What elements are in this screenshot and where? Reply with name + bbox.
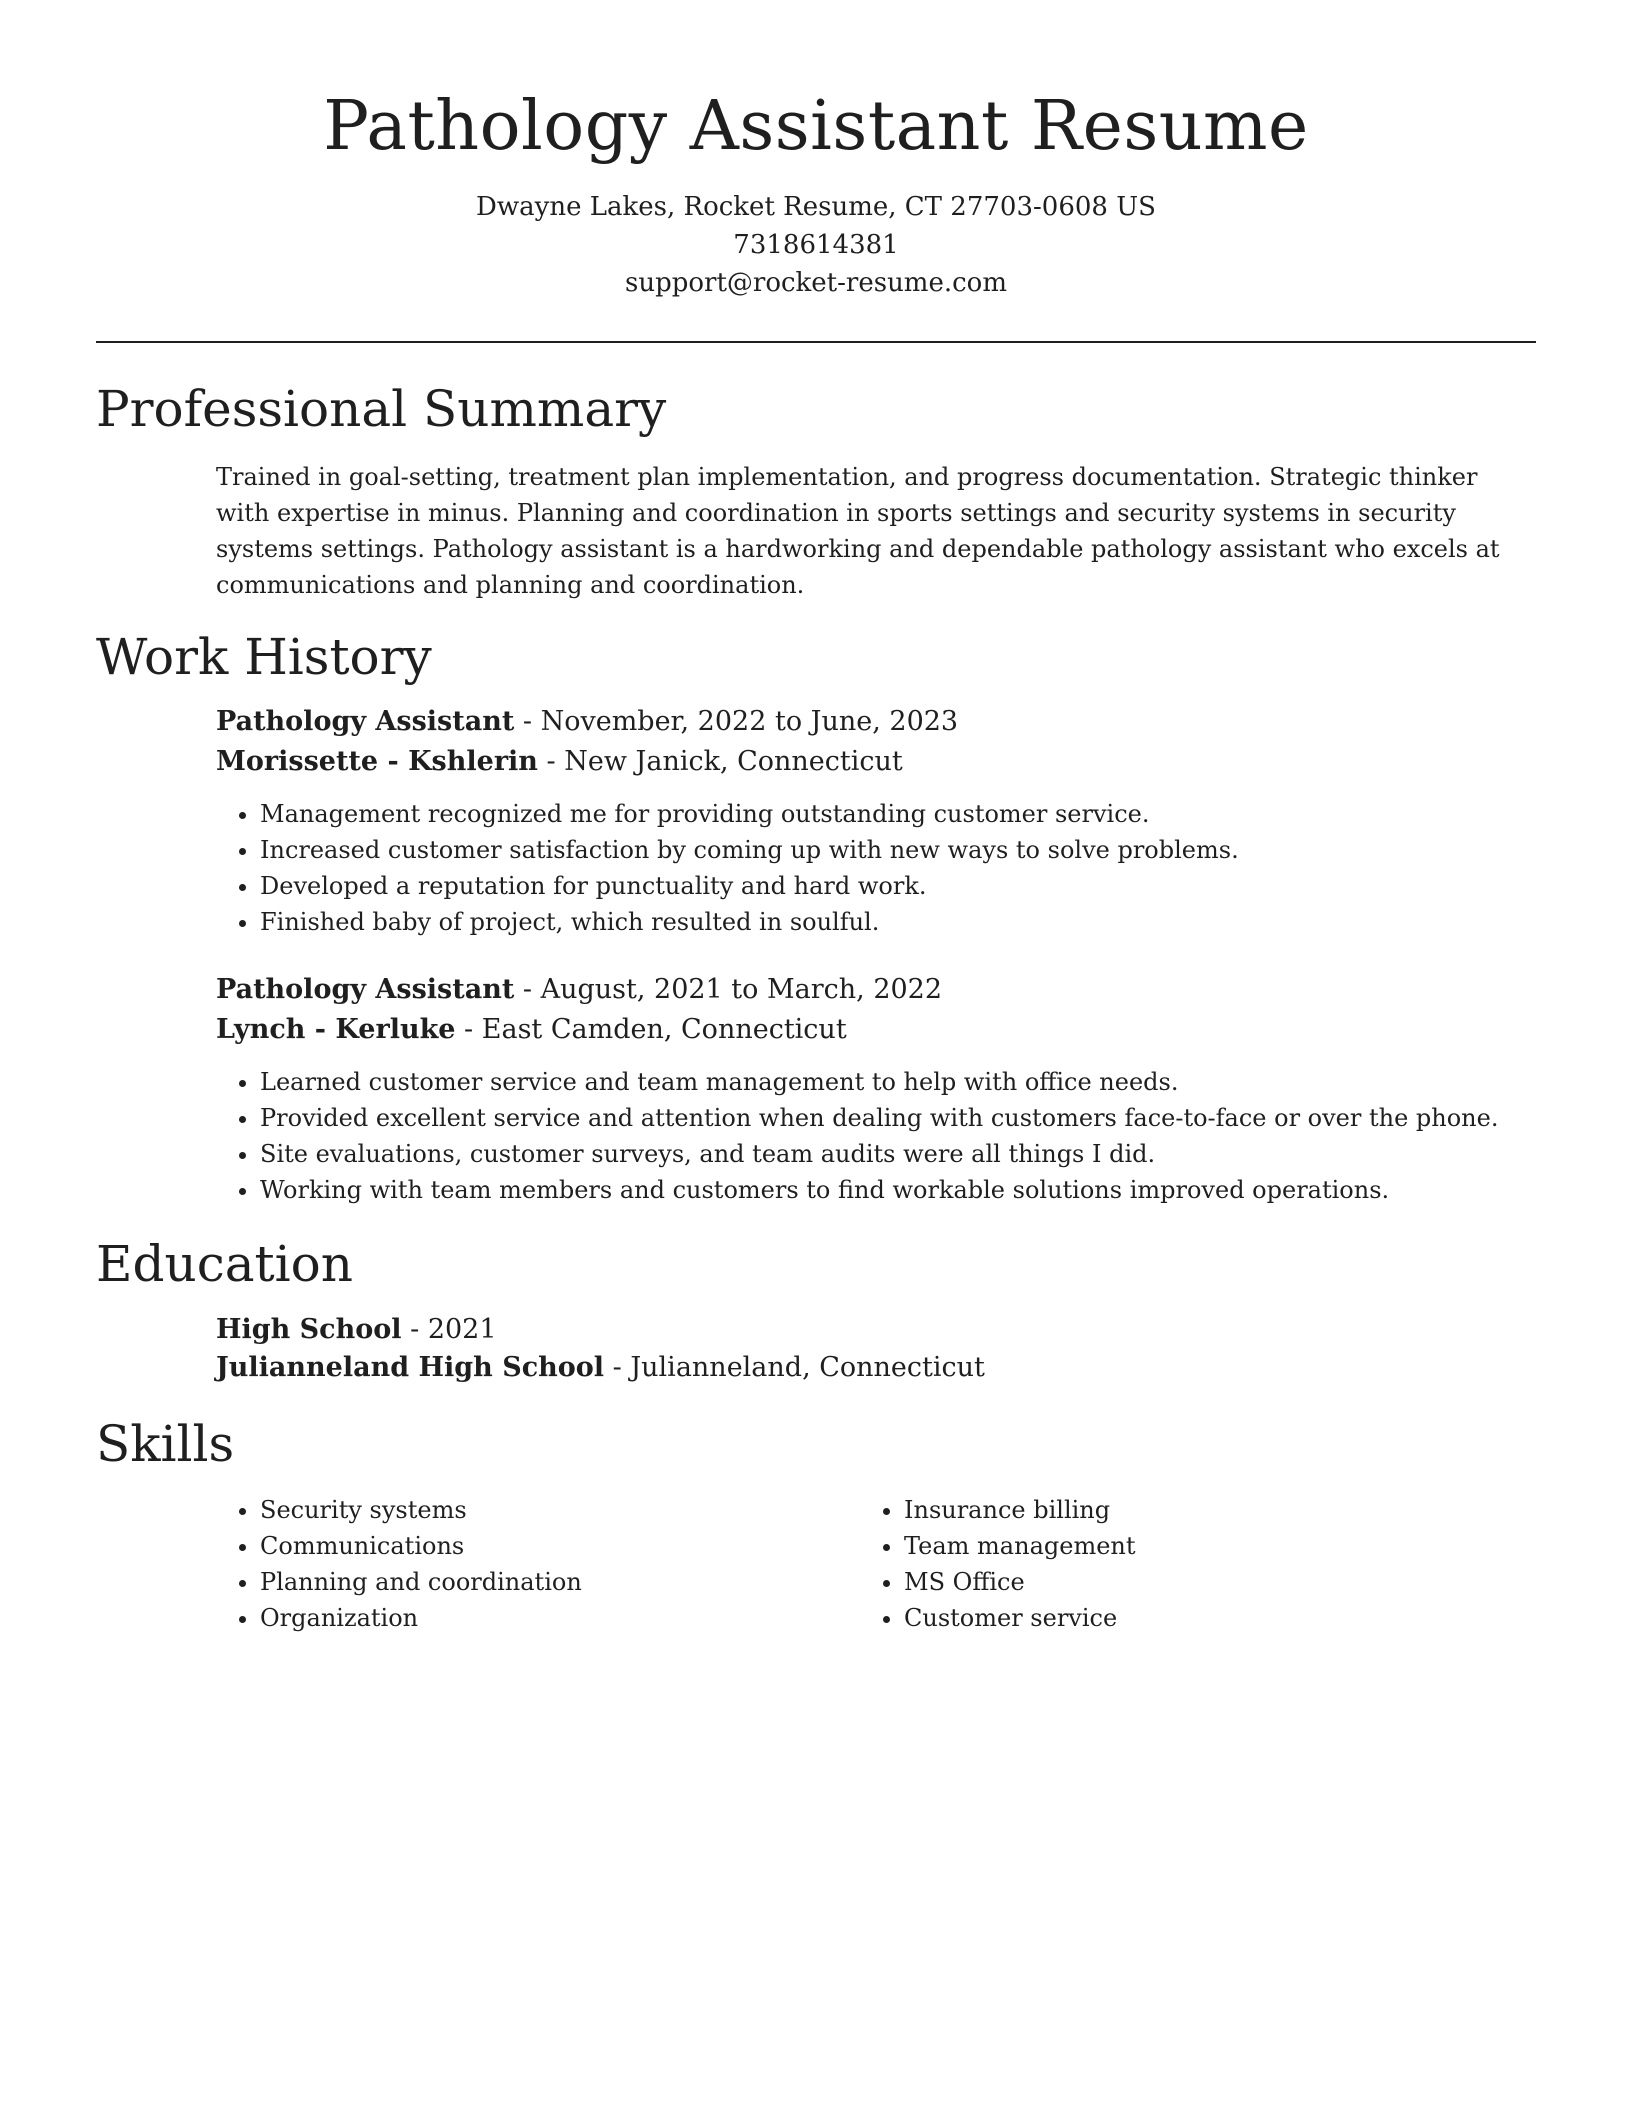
list-item: • Insurance billing [904,1492,1136,1528]
job-2-title: Pathology Assistant [216,974,515,1005]
job-1-title: Pathology Assistant [216,706,515,737]
list-item: • Site evaluations, customer surveys, and team audits were all things I did. [260,1136,1498,1172]
education-degree-line [216,1310,497,1350]
job-1-title-line [216,702,958,742]
job-2-title-line [216,970,942,1010]
job-2-company-line [216,1010,847,1050]
job-2-bullets [216,1064,1498,1208]
summary-heading: Professional Summary [96,380,667,438]
list-item: • Planning and coordination [260,1564,582,1600]
header-divider [96,341,1536,343]
list-item: • MS Office [904,1564,1136,1600]
contact-phone: 7318614381 [733,230,899,260]
job-1-location: - New Janick, Connecticut [537,746,903,777]
list-item: • Working with team members and customers to find workable solutions improved operations. [260,1172,1498,1208]
job-2-location: - East Camden, Connecticut [455,1014,847,1045]
list-item: • Learned customer service and team management to help with office needs. [260,1064,1498,1100]
list-item: • Team management [904,1528,1136,1564]
job-1-company: Morissette - Kshlerin [216,746,538,777]
page-title: Pathology Assistant Resume [323,87,1309,166]
contact-address: Dwayne Lakes, Rocket Resume, CT 27703-0608 US [476,192,1156,222]
list-item: • Increased customer satisfaction by coming up with new ways to solve problems. [260,832,1239,868]
job-1-company-line [216,742,903,782]
education-school: Julianneland High School [216,1352,605,1383]
job-2-dates: - August, 2021 to March, 2022 [514,974,943,1005]
list-item: • Customer service [904,1600,1136,1636]
job-1-bullets [216,796,1239,940]
work-history-heading: Work History [96,628,432,686]
resume-header [96,82,1536,302]
education-location: - Julianneland, Connecticut [604,1352,985,1383]
list-item: • Developed a reputation for punctuality and hard work. [260,868,1239,904]
contact-info [96,188,1536,302]
summary-text: Trained in goal-setting, treatment plan implementation, and progress documentation. Strategic thinker with expertise in minus. Planning and coordination in sports settings and security systems in security systems settings. Pathology assistant is a hardworking and dependable pathology assistant who excels at communications and planning and coordination. [216,463,1500,599]
education-degree: High School [216,1314,402,1345]
list-item: • Provided excellent service and attention when dealing with customers face-to-face or over the phone. [260,1100,1498,1136]
list-item: • Organization [260,1600,582,1636]
education-school-line [216,1348,985,1388]
skills-column-right [860,1492,1136,1636]
job-2-company: Lynch - Kerluke [216,1014,456,1045]
job-1-dates: - November, 2022 to June, 2023 [514,706,959,737]
skills-heading: Skills [96,1415,235,1473]
skills-column-left [216,1492,582,1636]
list-item: • Communications [260,1528,582,1564]
list-item: • Finished baby of project, which resulted in soulful. [260,904,1239,940]
education-heading: Education [96,1235,353,1293]
contact-email: support@rocket-resume.com [624,268,1007,298]
list-item: • Security systems [260,1492,582,1528]
education-year: - 2021 [401,1314,497,1345]
list-item: • Management recognized me for providing outstanding customer service. [260,796,1239,832]
